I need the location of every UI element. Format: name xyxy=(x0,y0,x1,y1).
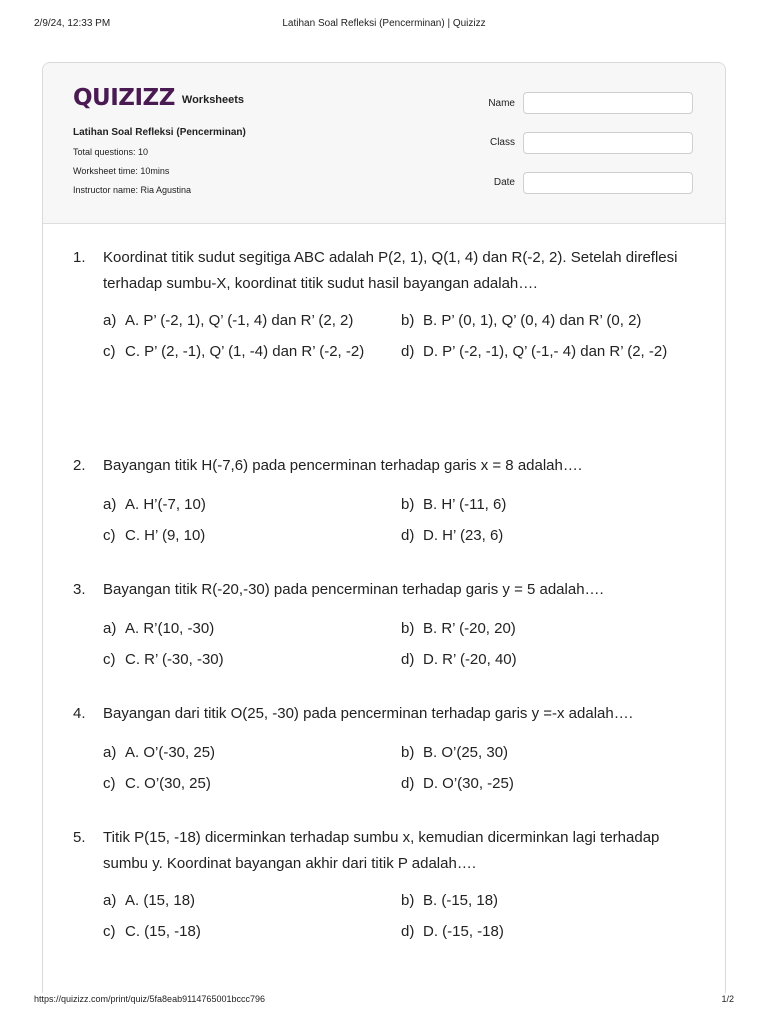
option-text: C. O’(30, 25) xyxy=(125,775,211,792)
option-letter: b) xyxy=(401,744,415,761)
option-letter: a) xyxy=(103,496,117,513)
class-label: Class xyxy=(489,137,515,148)
print-url[interactable]: https://quizizz.com/print/quiz/5fa8eab9114765001bccc796 xyxy=(34,994,265,1004)
print-datetime: 2/9/24, 12:33 PM xyxy=(34,18,111,29)
option-text: C. (15, -18) xyxy=(125,923,201,940)
worksheet-time: Worksheet time: 10mins xyxy=(73,166,170,176)
option-c[interactable] xyxy=(103,774,211,794)
question-number: 2. xyxy=(73,457,86,474)
option-d[interactable] xyxy=(401,650,517,670)
option-letter: b) xyxy=(401,892,415,909)
question-text: Koordinat titik sudut segitiga ABC adalah P(2, 1), Q(1, 4) dan R(-2, 2). Setelah direflesi terhadap sumbu-X, koordinat titik sudut hasil bayangan adalah…. xyxy=(103,249,678,292)
option-text: D. P’ (-2, -1), Q’ (-1,- 4) dan R’ (2, -2) xyxy=(423,343,668,360)
option-c[interactable] xyxy=(103,526,205,546)
option-text: D. (-15, -18) xyxy=(423,923,504,940)
option-a[interactable] xyxy=(103,619,214,639)
option-a[interactable] xyxy=(103,495,206,515)
option-letter: c) xyxy=(103,343,116,360)
option-letter: a) xyxy=(103,892,117,909)
option-letter: d) xyxy=(401,651,415,668)
class-field[interactable] xyxy=(523,132,693,154)
print-footer xyxy=(34,994,734,1008)
print-header xyxy=(34,18,734,32)
option-letter: c) xyxy=(103,923,116,940)
option-letter: a) xyxy=(103,312,117,329)
page-number: 1/2 xyxy=(721,994,734,1004)
option-text: D. O’(30, -25) xyxy=(423,775,514,792)
option-text: B. R’ (-20, 20) xyxy=(423,620,516,637)
option-c[interactable] xyxy=(103,342,364,362)
option-text: A. P’ (-2, 1), Q’ (-1, 4) dan R’ (2, 2) xyxy=(125,312,354,329)
option-letter: d) xyxy=(401,775,415,792)
option-b[interactable] xyxy=(401,495,506,515)
worksheet xyxy=(42,62,726,993)
option-text: A. O’(-30, 25) xyxy=(125,744,216,761)
question-text: Bayangan titik R(-20,-30) pada pencerminan terhadap garis y = 5 adalah…. xyxy=(103,581,604,598)
option-text: A. H’(-7, 10) xyxy=(125,496,206,513)
instructor-name: Instructor name: Ria Agustina xyxy=(73,185,192,195)
date-label: Date xyxy=(493,177,515,188)
option-b[interactable] xyxy=(401,891,498,911)
option-text: A. (15, 18) xyxy=(125,892,196,909)
option-text: D. H’ (23, 6) xyxy=(423,527,504,544)
worksheet-header xyxy=(43,63,725,224)
logo-subtitle: Worksheets xyxy=(181,93,245,106)
option-b[interactable] xyxy=(401,619,516,639)
option-text: A. R’(10, -30) xyxy=(125,620,215,637)
brand xyxy=(73,85,244,111)
total-questions: Total questions: 10 xyxy=(73,147,149,157)
option-a[interactable] xyxy=(103,891,195,911)
option-text: B. (-15, 18) xyxy=(423,892,499,909)
option-text: B. P’ (0, 1), Q’ (0, 4) dan R’ (0, 2) xyxy=(423,312,642,329)
option-letter: b) xyxy=(401,620,415,637)
name-label: Name xyxy=(488,98,515,109)
question-number: 5. xyxy=(73,829,86,846)
question-number: 1. xyxy=(73,249,86,266)
option-letter: c) xyxy=(103,775,116,792)
option-letter: d) xyxy=(401,343,415,360)
option-letter: c) xyxy=(103,527,116,544)
question-number: 4. xyxy=(73,705,86,722)
option-d[interactable] xyxy=(401,774,514,794)
option-a[interactable] xyxy=(103,311,353,331)
option-letter: b) xyxy=(401,496,415,513)
option-c[interactable] xyxy=(103,650,224,670)
quizizz-logo: QUIZIZZ xyxy=(73,85,175,111)
option-text: C. R’ (-30, -30) xyxy=(125,651,224,668)
option-text: C. P’ (2, -1), Q’ (1, -4) dan R’ (-2, -2) xyxy=(125,343,365,360)
option-letter: c) xyxy=(103,651,116,668)
option-text: B. O’(25, 30) xyxy=(423,744,509,761)
option-b[interactable] xyxy=(401,743,508,763)
print-page-title: Latihan Soal Refleksi (Pencerminan) | Quizizz xyxy=(282,18,486,29)
quiz-title: Latihan Soal Refleksi (Pencerminan) xyxy=(73,127,246,138)
option-text: B. H’ (-11, 6) xyxy=(423,496,507,513)
option-letter: a) xyxy=(103,620,117,637)
question-text: Titik P(15, -18) dicerminkan terhadap sumbu x, kemudian dicerminkan lagi terhadap sumbu y. Koordinat bayangan akhir dari titik P adalah…. xyxy=(103,829,660,872)
option-a[interactable] xyxy=(103,743,215,763)
date-field[interactable] xyxy=(523,172,693,194)
option-text: D. R’ (-20, 40) xyxy=(423,651,517,668)
option-d[interactable] xyxy=(401,922,504,942)
option-letter: b) xyxy=(401,312,415,329)
option-c[interactable] xyxy=(103,922,201,942)
option-text: C. H’ (9, 10) xyxy=(125,527,206,544)
option-letter: d) xyxy=(401,923,415,940)
question-number: 3. xyxy=(73,581,86,598)
option-d[interactable] xyxy=(401,342,667,362)
option-d[interactable] xyxy=(401,526,503,546)
question-text: Bayangan dari titik O(25, -30) pada pencerminan terhadap garis y =-x adalah…. xyxy=(103,705,633,722)
question-text: Bayangan titik H(-7,6) pada pencerminan terhadap garis x = 8 adalah…. xyxy=(103,457,583,474)
option-letter: d) xyxy=(401,527,415,544)
option-letter: a) xyxy=(103,744,117,761)
option-b[interactable] xyxy=(401,311,641,331)
name-field[interactable] xyxy=(523,92,693,114)
